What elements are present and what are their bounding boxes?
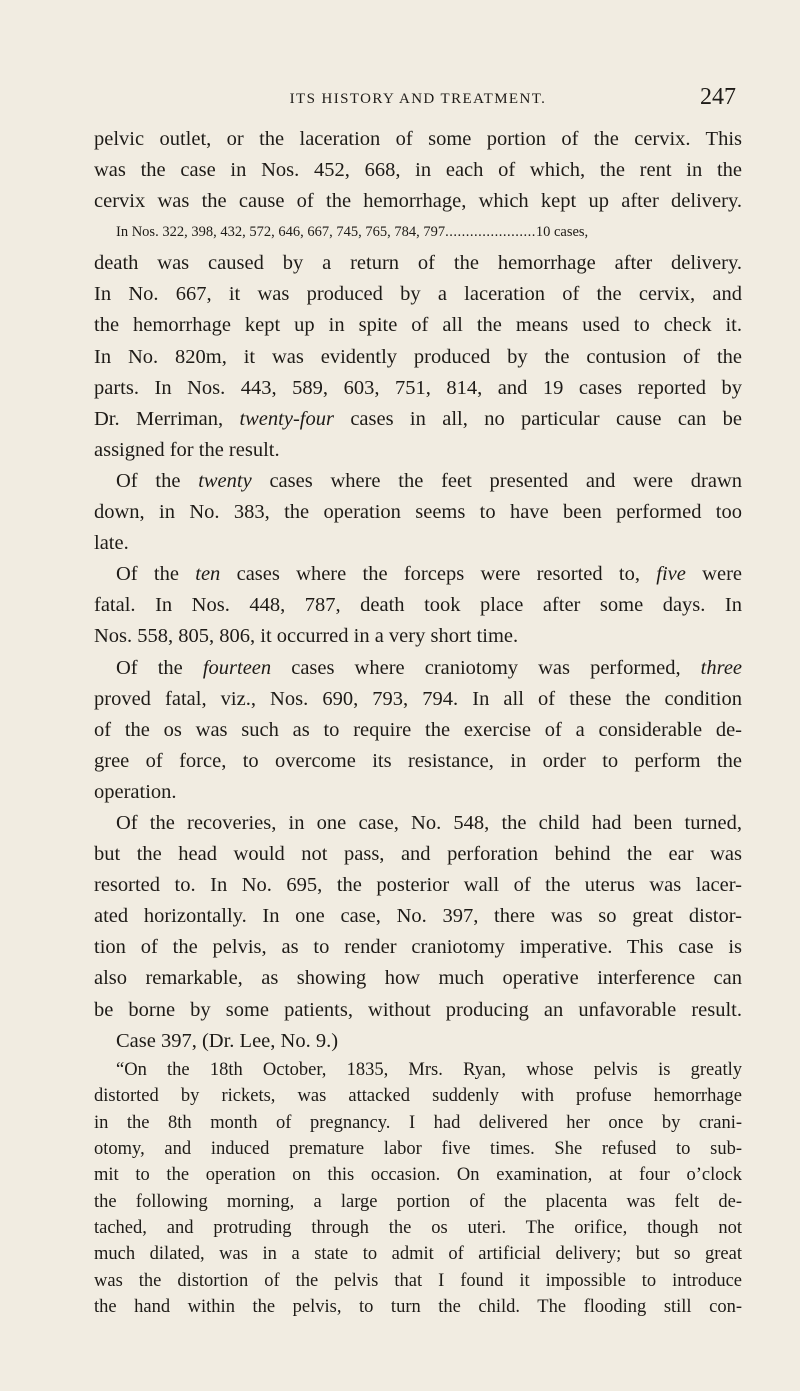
text-line: also remarkable, as showing how much operative interference can bbox=[94, 967, 742, 990]
body-text bbox=[94, 124, 742, 1321]
emphasis: twenty-four bbox=[239, 407, 334, 430]
case-count-line bbox=[94, 217, 742, 248]
text-run: cases where craniotomy was performed, bbox=[291, 656, 681, 679]
quote-line: the hand within the pelvis, to turn the child. The flooding still con- bbox=[94, 1297, 742, 1318]
text-line: resorted to. In No. 695, the posterior wall of the uterus was lacer- bbox=[94, 874, 742, 897]
paragraph-return-hemorrhage bbox=[94, 248, 742, 466]
quote-line: distorted by rickets, was attacked suddenly with profuse hemorrhage bbox=[94, 1086, 742, 1107]
paragraph-recoveries bbox=[94, 808, 742, 1026]
case-quote bbox=[94, 1057, 742, 1321]
text-line bbox=[94, 466, 742, 497]
page-header bbox=[100, 84, 736, 114]
text-line: cervix was the cause of the hemorrhage, which kept up after delivery. bbox=[94, 190, 742, 213]
text-run: Of the bbox=[116, 656, 183, 679]
text-line: operation. bbox=[94, 780, 177, 803]
text-line: of the os was such as to require the exercise of a considerable de- bbox=[94, 718, 742, 741]
text-run: Dr. Merriman, bbox=[94, 407, 224, 430]
text-line: down, in No. 383, the operation seems to have been performed too bbox=[94, 501, 742, 524]
text-line: was the case in Nos. 452, 668, in each of which, the rent in the bbox=[94, 159, 742, 182]
text-line: assigned for the result. bbox=[94, 438, 280, 461]
case-heading: Case 397, (Dr. Lee, No. 9.) bbox=[116, 1029, 339, 1052]
text-line: Of the recoveries, in one case, No. 548, the child had been turned, bbox=[116, 811, 742, 834]
text-line: tion of the pelvis, as to render craniotomy imperative. This case is bbox=[94, 936, 742, 959]
paragraph-laceration bbox=[94, 124, 742, 217]
quote-line: mit to the operation on this occasion. On examination, at four o’clock bbox=[94, 1165, 742, 1186]
emphasis: five bbox=[656, 563, 686, 586]
text-line: gree of force, to overcome its resistance, in order to perform the bbox=[94, 749, 742, 772]
text-run: Of the bbox=[116, 563, 179, 586]
text-line bbox=[94, 653, 742, 684]
emphasis: three bbox=[700, 656, 743, 679]
emphasis: ten bbox=[195, 563, 221, 586]
text-line: pelvic outlet, or the laceration of some portion of the cervix. This bbox=[94, 128, 742, 150]
case-count-label: In Nos. 322, 398, 432, 572, 646, 667, 745, 765, 784, 797 bbox=[116, 224, 446, 241]
running-head: ITS HISTORY AND TREATMENT. bbox=[289, 91, 547, 107]
quote-line: “On the 18th October, 1835, Mrs. Ryan, whose pelvis is greatly bbox=[116, 1059, 742, 1080]
text-line: the hemorrhage kept up in spite of all the means used to check it. bbox=[94, 314, 742, 337]
paragraph-forceps bbox=[94, 559, 742, 652]
quote-line: was the distortion of the pelvis that I found it impossible to introduce bbox=[94, 1270, 742, 1291]
text-run: cases in all, no particular cause can be bbox=[350, 407, 742, 430]
quote-line: the following morning, a large portion of the placenta was felt de- bbox=[94, 1191, 742, 1212]
paragraph-craniotomy bbox=[94, 653, 742, 808]
case-count-value: 10 cases, bbox=[535, 224, 589, 241]
text-line: but the head would not pass, and perforation behind the ear was bbox=[94, 843, 742, 866]
page-number: 247 bbox=[700, 84, 736, 110]
text-line: death was caused by a return of the hemorrhage after delivery. bbox=[94, 252, 742, 275]
emphasis: fourteen bbox=[202, 656, 272, 679]
text-line bbox=[94, 404, 742, 435]
dot-leader: ...................... bbox=[445, 224, 536, 241]
text-line: In No. 820m, it was evidently produced by the contusion of the bbox=[94, 345, 742, 368]
quote-line: much dilated, was in a state to admit of artificial delivery; but so great bbox=[94, 1244, 742, 1265]
text-line: fatal. In Nos. 448, 787, death took place after some days. In bbox=[94, 594, 742, 617]
text-run: Of the bbox=[116, 469, 181, 492]
quote-line: otomy, and induced premature labor five times. She refused to sub- bbox=[94, 1138, 742, 1159]
quote-line: tached, and protruding through the os uteri. The orifice, though not bbox=[94, 1218, 742, 1239]
text-line bbox=[94, 559, 742, 590]
text-run: cases where the feet presented and were drawn bbox=[269, 469, 742, 492]
text-line: be borne by some patients, without producing an unfavorable result. bbox=[94, 998, 742, 1021]
text-line: proved fatal, viz., Nos. 690, 793, 794. In all of these the condition bbox=[94, 687, 742, 710]
text-run: were bbox=[702, 563, 743, 586]
text-line: ated horizontally. In one case, No. 397, there was so great distor- bbox=[94, 905, 742, 928]
quote-line: in the 8th month of pregnancy. I had delivered her once by crani- bbox=[94, 1112, 742, 1133]
emphasis: twenty bbox=[198, 469, 252, 492]
text-run: cases where the forceps were resorted to, bbox=[236, 563, 640, 586]
text-line: parts. In Nos. 443, 589, 603, 751, 814, and 19 cases reported by bbox=[94, 376, 742, 399]
text-line: In No. 667, it was produced by a laceration of the cervix, and bbox=[94, 283, 742, 306]
text-line: late. bbox=[94, 532, 129, 555]
paragraph-feet-presented bbox=[94, 466, 742, 559]
text-line: Nos. 558, 805, 806, it occurred in a very short time. bbox=[94, 625, 519, 648]
